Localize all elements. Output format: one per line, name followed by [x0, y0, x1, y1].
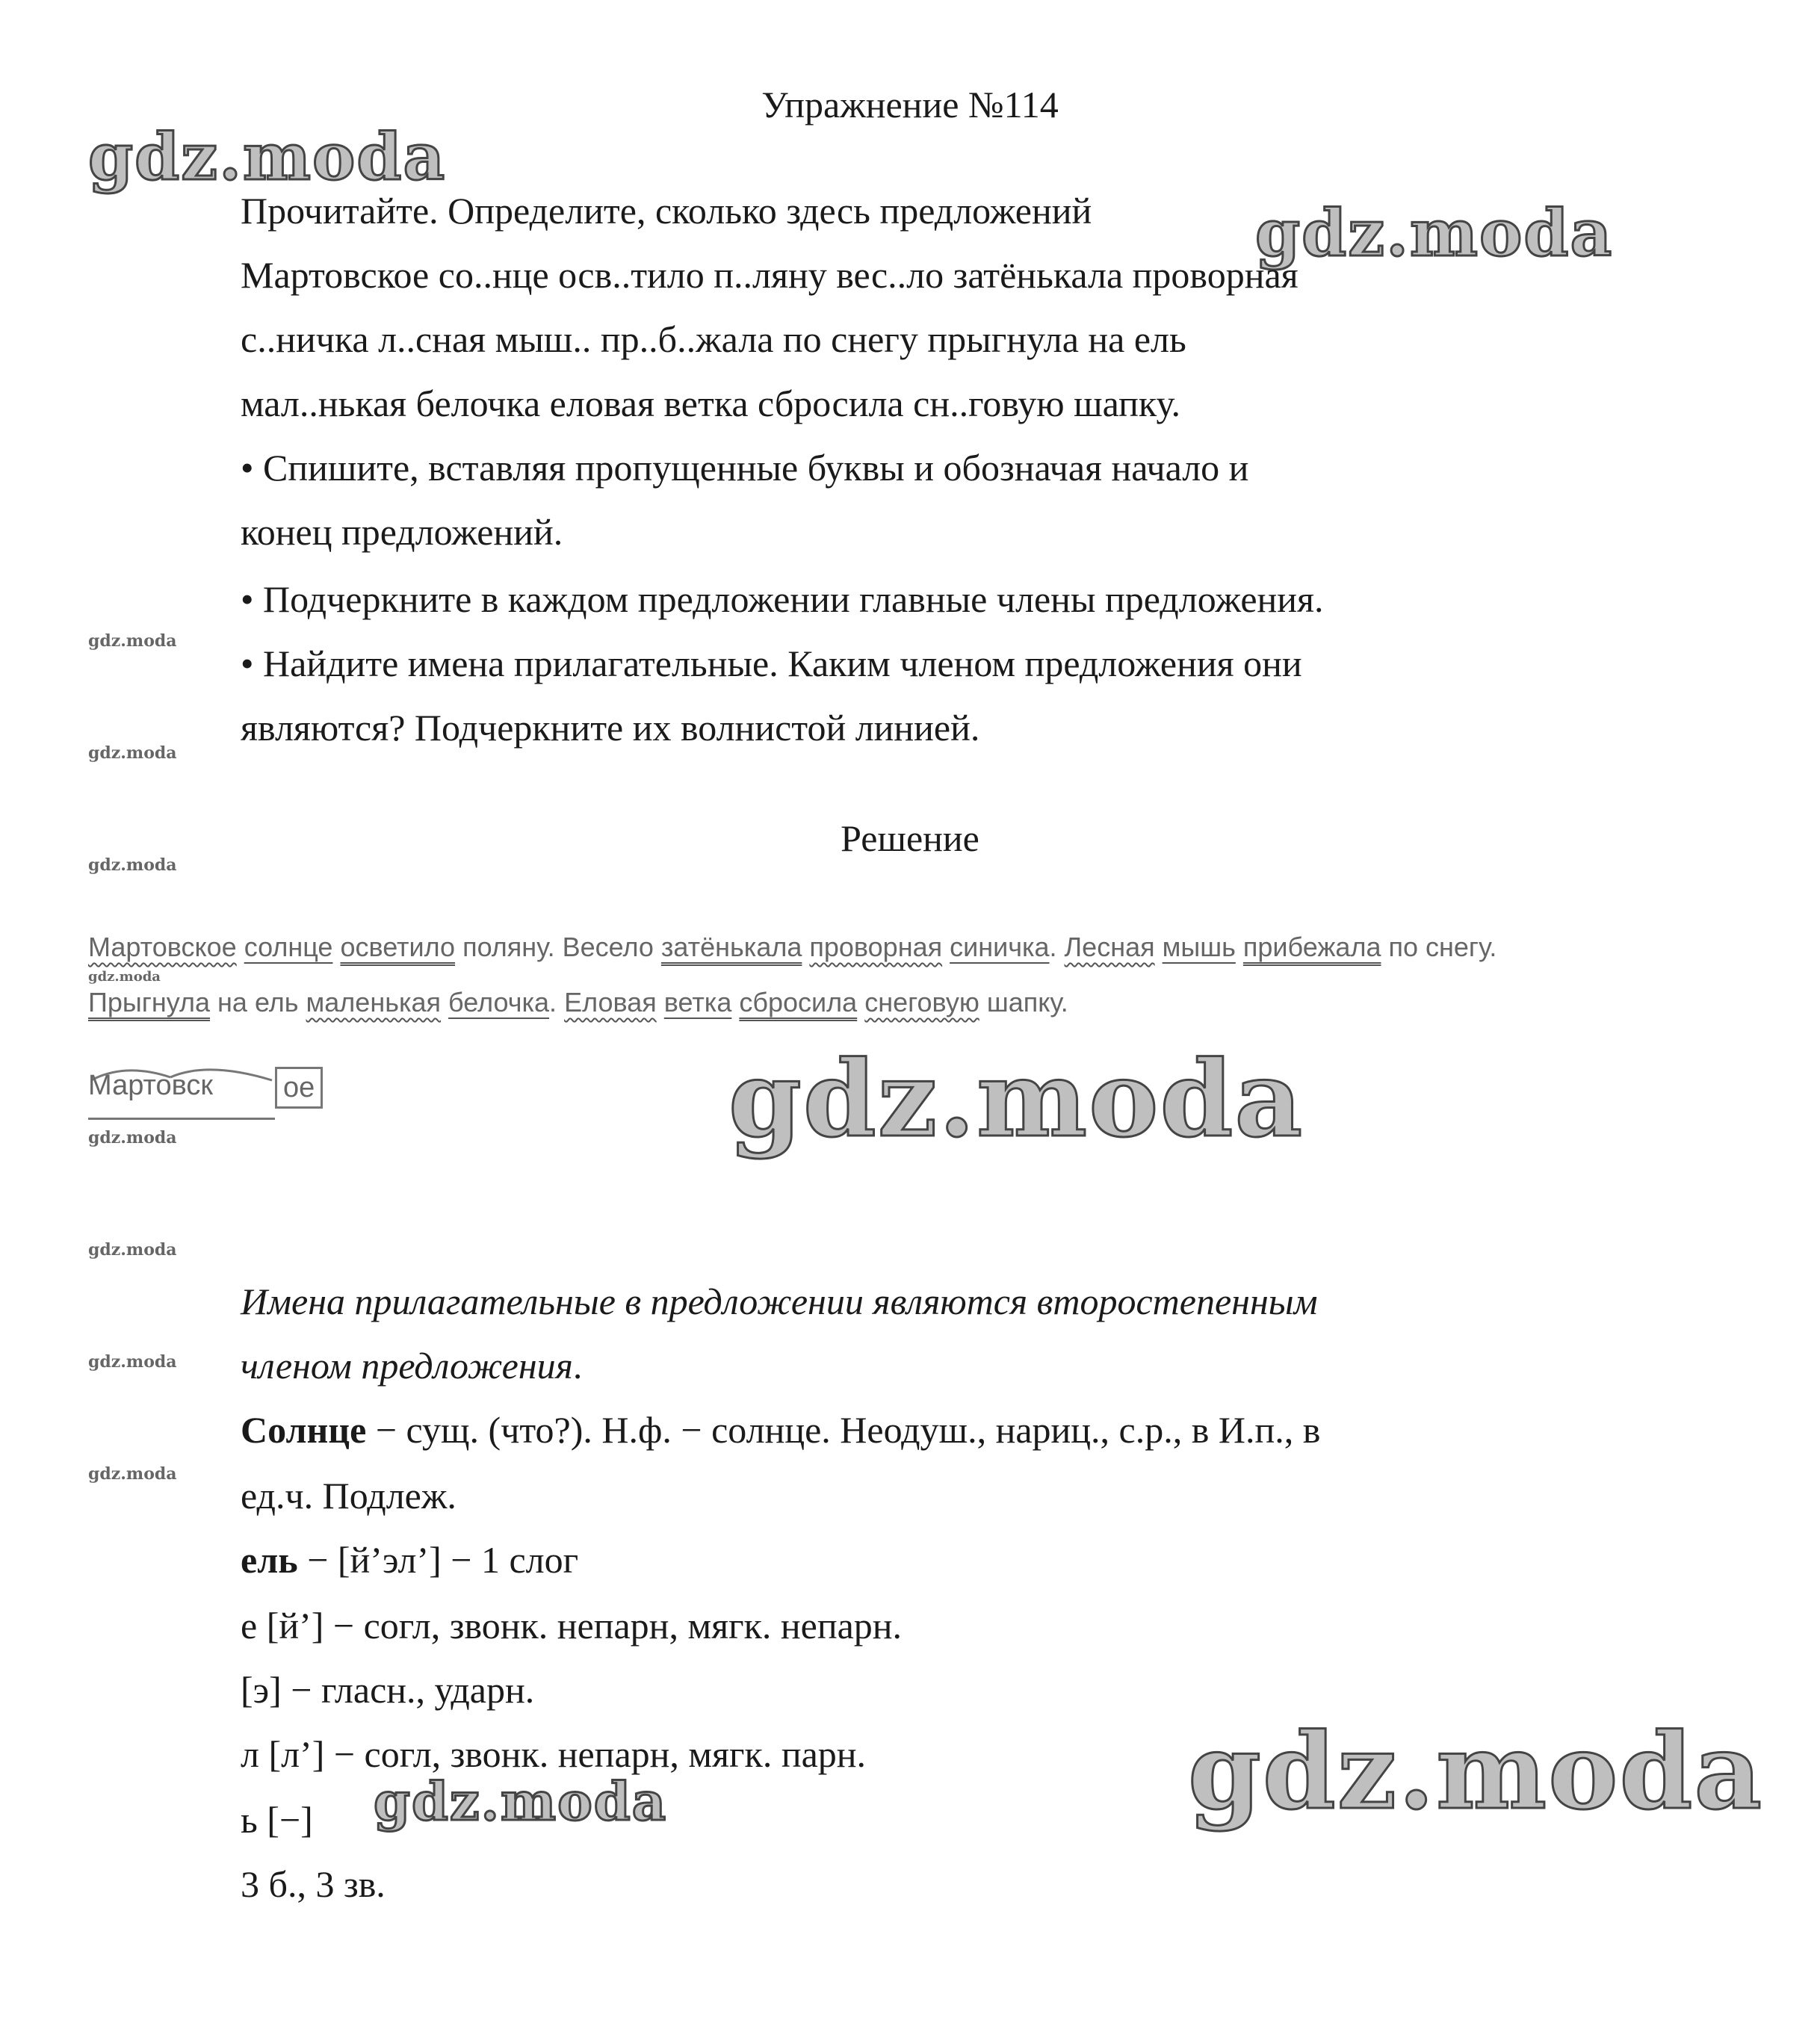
plain-text [731, 987, 739, 1018]
task-line: • Найдите имена прилагательные. Каким членом предложения они [241, 642, 1302, 684]
watermark-small: gdz.moda [88, 1240, 177, 1260]
subject-word: мышь [1162, 932, 1236, 962]
watermark-small: gdz.moda [88, 1464, 177, 1484]
plain-text: шапку. [979, 987, 1068, 1018]
watermark-small: gdz.moda [88, 969, 161, 985]
plain-text [332, 932, 340, 962]
watermark: gdz.moda [1188, 1711, 1764, 1833]
watermark: gdz.moda [728, 1038, 1304, 1161]
watermark-small: gdz.moda [88, 1128, 177, 1147]
adjective-word: Лесная [1064, 932, 1155, 962]
analysis-italic-dot: . [572, 1345, 583, 1387]
phonetic-line: 3 б., 3 зв. [241, 1863, 386, 1905]
task-line: конец предложений. [241, 511, 563, 553]
subject-word: белочка [448, 987, 550, 1018]
plain-text: . [549, 987, 565, 1018]
adjective-word: снеговую [864, 987, 979, 1018]
plain-text [237, 932, 244, 962]
phonetic-analysis-text: − [й’эл’] − 1 слог [297, 1539, 579, 1581]
watermark: gdz.moda [374, 1771, 668, 1833]
plain-text [1155, 932, 1163, 962]
phonetic-line: л [л’] − согл, звонк. непарн, мягк. парн. [241, 1733, 867, 1775]
predicate-word: Прыгнула [88, 987, 211, 1018]
analysis-italic [241, 1342, 582, 1390]
solution-title: Решение [841, 817, 979, 859]
plain-text [657, 987, 664, 1018]
task-line: • Спишите, вставляя пропущенные буквы и обозначая начало и [241, 447, 1249, 489]
predicate-word: затёнькала [660, 932, 802, 962]
noun-analysis-text: − сущ. (что?). Н.ф. − солнце. Неодуш., нариц., с.р., в И.п., в [366, 1409, 1321, 1451]
plain-text [441, 987, 448, 1018]
subject-word: солнце [244, 932, 333, 962]
predicate-word: прибежала [1242, 932, 1381, 962]
phonetic-line: е [й’] − согл, звонк. непарн, мягк. непарн. [241, 1605, 903, 1647]
watermark-small: gdz.moda [88, 1352, 177, 1372]
watermark-small: gdz.moda [88, 743, 177, 763]
phonetic-line: ь [−] [241, 1799, 313, 1841]
phonetic-line: [э] − гласн., ударн. [241, 1669, 535, 1711]
stem-underline [88, 1118, 275, 1120]
word-ending: ое [275, 1067, 323, 1109]
task-line: • Подчеркните в каждом предложении главные члены предложения. [241, 578, 1324, 620]
watermark-small: gdz.moda [88, 855, 177, 875]
plain-text [802, 932, 809, 962]
task-line: являются? Подчеркните их волнистой линией. [241, 707, 980, 749]
watermark-small: gdz.moda [88, 631, 177, 651]
task-line: Мартовское со..нце осв..тило п..ляну вес..ло затёнькала проворная [241, 254, 1299, 296]
predicate-word: осветило [340, 932, 456, 962]
task-line: Прочитайте. Определите, сколько здесь предложений [241, 190, 1092, 232]
watermark: gdz.moda [1255, 196, 1614, 271]
plain-text: по снегу. [1381, 932, 1497, 962]
plain-text: поляну. Весело [455, 932, 661, 962]
task-line: мал..нькая белочка еловая ветка сбросила сн..говую шапку. [241, 382, 1180, 424]
phonetic-analysis [241, 1536, 578, 1584]
plain-text: . [1049, 932, 1065, 962]
adjective-word: Мартовское [88, 932, 237, 962]
word-stem: Мартовск [88, 1070, 214, 1101]
subject-word: синичка [950, 932, 1050, 962]
adjective-word: маленькая [306, 987, 442, 1018]
watermark: gdz.moda [88, 120, 447, 195]
noun-word: Солнце [241, 1409, 367, 1451]
phonetic-word: ель [241, 1539, 298, 1581]
task-line: с..ничка л..сная мыш.. пр..б..жала по снегу прыгнула на ель [241, 318, 1186, 360]
subject-word: ветка [663, 987, 732, 1018]
analysis-italic-text: членом предложения [241, 1345, 573, 1387]
analysis-italic: Имена прилагательные в предложении являются второстепенным [241, 1280, 1318, 1322]
plain-text: на ель [210, 987, 306, 1018]
plain-text [857, 987, 864, 1018]
adjective-word: Еловая [564, 987, 657, 1018]
page-title: Упражнение №114 [761, 84, 1059, 126]
adjective-word: проворная [809, 932, 943, 962]
plain-text [942, 932, 950, 962]
noun-analysis-line2: ед.ч. Подлеж. [241, 1475, 456, 1517]
predicate-word: сбросила [739, 987, 858, 1018]
solution-line [88, 929, 1496, 965]
plain-text [1236, 932, 1243, 962]
solution-line [88, 985, 1068, 1020]
noun-analysis [241, 1406, 1320, 1454]
